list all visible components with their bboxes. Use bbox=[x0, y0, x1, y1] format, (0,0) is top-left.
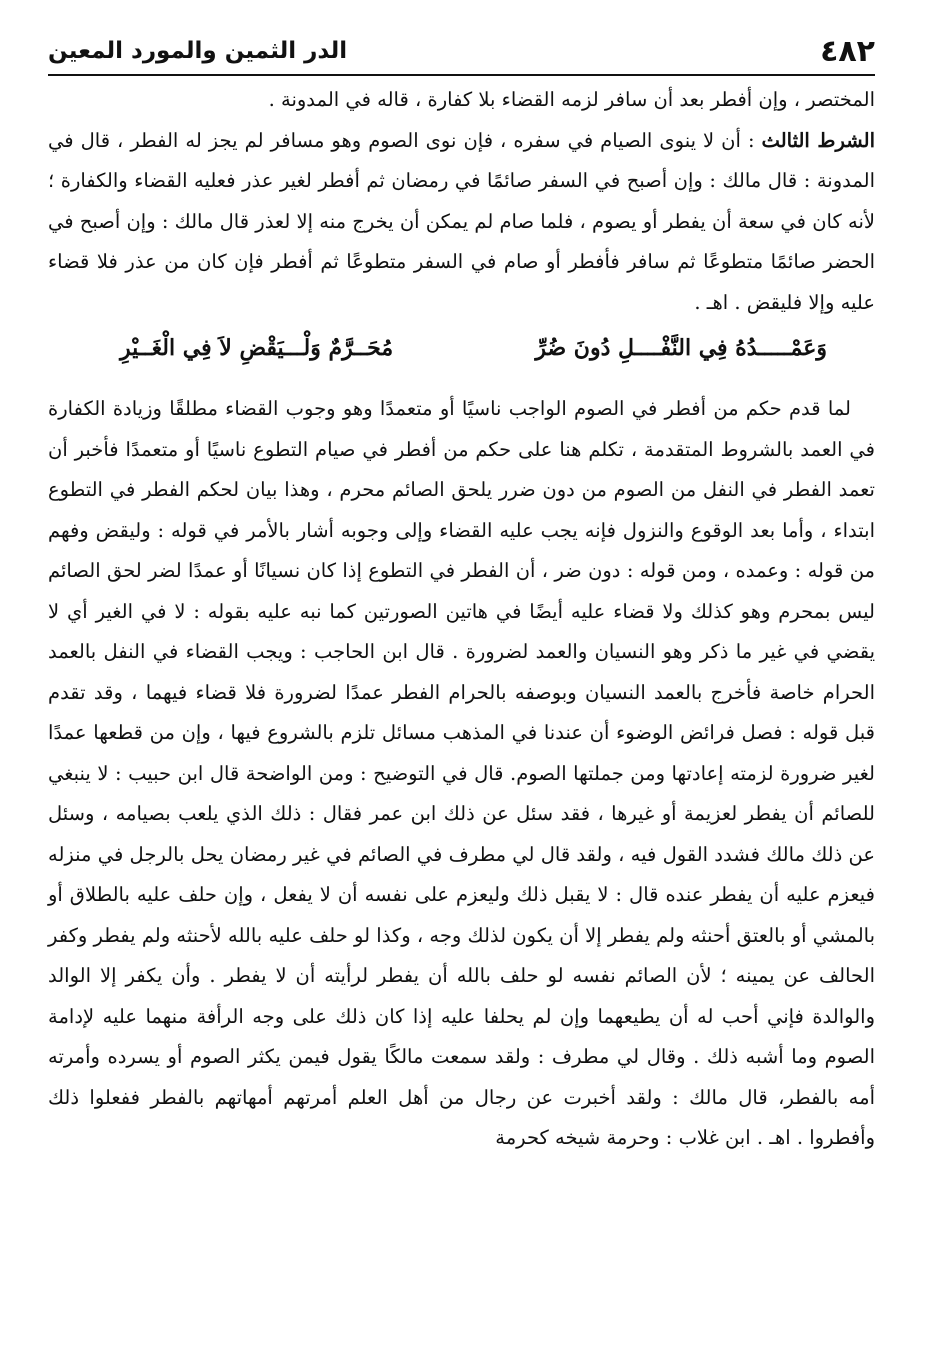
commentary-paragraph: لما قدم حكم من أفطر في الصوم الواجب ناسيًا أو متعمدًا وهو وجوب القضاء مطلقًا وزيادة الكفارة في العمد بالشروط المتقدمة ، تكلم هنا على حكم من أفطر في صيام التطوع ناسيًا أو متعمدًا فأخبر أن تعمد الفطر في النفل من الصوم من دون ضرر يلحق الصائم محرم ، وهذا بيان لحكم الفطر في التطوع ابتداء ، وأما بعد الوقوع والنزول فإنه يجب عليه القضاء وإلى وجوبه أشار بالأمر في قوله : وليقض وفهم من قوله : وعمده ، ومن قوله : دون ضر ، أن الفطر في التطوع إذا كان نسيانًا أو عمدًا لضر لحق الصائم ليس بمحرم وهو كذلك ولا قضاء عليه أيضًا في هاتين الصورتين كما نبه عليه بقوله : لا في الغير أي لا يقضي في غير ما ذكر وهو النسيان والعمد لضرورة . قال ابن الحاجب : ويجب القضاء في النفل بالعمد الحرام خاصة فأخرج بالعمد النسيان وبوصفه بالحرام الفطر عمدًا لضرورة فلا قضاء فيهما ، وقد تقدم قبل قوله : فصل فرائض الوضوء أن عندنا في المذهب مسائل تلزم بالشروع فيها ، وإن من قطعها عمدًا لغير ضرورة لزمته إعادتها ومن جملتها الصوم. قال في التوضيح : ومن الواضحة قال ابن حبيب : لا ينبغي للصائم أن يفطر لعزيمة أو غيرها ، فقد سئل عن ذلك ابن عمر فقال : ذلك الذي يلعب بصيامه ، وسئل عن ذلك مالك فشدد القول فيه ، ولقد قال لي مطرف في الصائم في غير رمضان يحل بالرجل في منزله فيعزم عليه أن يفطر عنده قال : لا يقبل ذلك وليعزم على نفسه أن لا يفعل ، وإن حلف عليه بالطلاق أو بالمشي أو بالعتق أحنثه ولم يفطر إلا أن يكون لذلك وجه ، وكذا لو حلف عليه بالله لأحنثه ولم يفطر وكفر الحالف عن يمينه ؛ لأن الصائم نفسه لو حلف بالله أن يفطر لرأيته أن لا يفطر . وأن يكفر إلا الوالد والوالدة فإني أحب له أن يطيعهما وإن لم يحلفا عليه إذا كان ذلك على وجه الرأفة منهما عليه لإدامة الصوم وما أشبه ذلك . وقال لي مطرف : ولقد سمعت مالكًا يقول فيمن يكثر الصوم أو يسرده وأمرته أمه بالفطر، قال مالك : ولقد أخبرت عن رجال من أهل العلم أمرتهم أمهاتهم بالفطر ففعلوا ذلك وأفطروا . اهـ . ابن غلاب : وحرمة شيخه كحرمة bbox=[48, 397, 875, 1149]
condition-paragraph bbox=[48, 121, 875, 324]
running-title: الدر الثمين والمورد المعين bbox=[48, 38, 348, 64]
condition-label: الشرط الثالث bbox=[761, 128, 875, 152]
verse-second-hemistich: مُحَــرَّمٌ وَلْـــيَقْضِ لاَ فِي الْغَــيْرِ bbox=[120, 335, 394, 361]
page-number: ٤٨٢ bbox=[820, 33, 875, 69]
page-body bbox=[48, 80, 875, 1159]
page-header bbox=[48, 28, 875, 76]
intro-line: المختصر ، وإن أفطر بعد أن سافر لزمه القضاء بلا كفارة ، قاله في المدونة . bbox=[268, 88, 875, 111]
condition-text: : أن لا ينوى الصيام في سفره ، فإن نوى الصوم وهو مسافر لم يجز له الفطر ، قال في المدونة : قال مالك : وإن أصبح في السفر صائمًا في رمضان ثم أفطر لغير عذر فعليه القضاء والكفارة ؛ لأنه كان في سعة أن يفطر أو يصوم ، فلما صام لم يمكن أن يخرج منه إلا لعذر قال مالك : وإن أصبح في الحضر صائمًا متطوعًا ثم سافر فأفطر أو صام في السفر متطوعًا ثم أفطر فإن كان من عذر فلا قضاء عليه وإلا فليقض . اهـ . bbox=[48, 128, 875, 314]
poem-verse bbox=[48, 323, 875, 377]
verse-first-hemistich: وَعَمْـــــدُهُ فِي النَّفْــــلِ دُونَ ضُرِّ bbox=[535, 335, 827, 361]
